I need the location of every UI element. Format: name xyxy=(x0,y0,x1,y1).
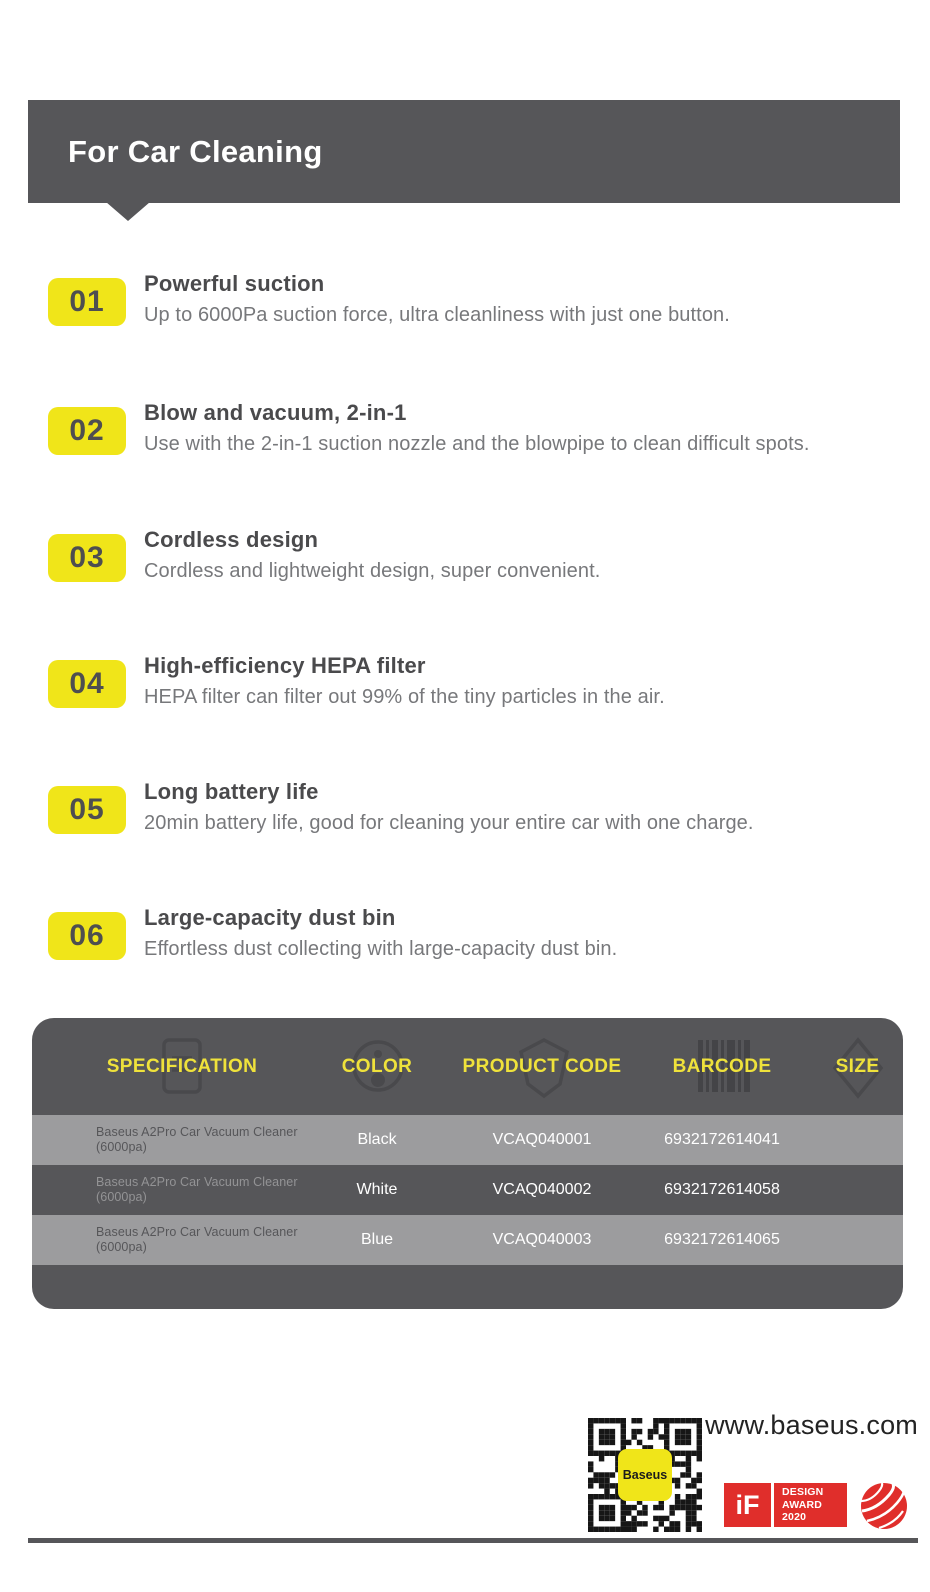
feature-number-badge: 01 xyxy=(48,278,126,326)
feature-item-4 xyxy=(48,653,665,709)
col-header-specification: SPECIFICATION xyxy=(106,1055,258,1077)
cell-product-code: VCAQ040003 xyxy=(492,1231,592,1248)
cell-color: Blue xyxy=(360,1231,394,1248)
page-title: For Car Cleaning xyxy=(68,133,323,169)
section-banner xyxy=(28,100,900,203)
reddot-award-icon xyxy=(859,1481,909,1531)
table-row xyxy=(32,1115,903,1165)
cell-specification: Baseus A2Pro Car Vacuum Cleaner (6000pa) xyxy=(96,1175,298,1204)
banner-pointer-triangle xyxy=(106,202,150,221)
feature-number-badge: 05 xyxy=(48,786,126,834)
website-url: www.baseus.com xyxy=(705,1410,918,1440)
spec-table xyxy=(32,1018,903,1309)
feature-item-5 xyxy=(48,779,754,835)
cell-product-code: VCAQ040001 xyxy=(492,1131,592,1148)
col-header-size: SIZE xyxy=(835,1055,880,1077)
bottom-divider xyxy=(28,1538,918,1543)
feature-title: High-efficiency HEPA filter xyxy=(144,653,426,678)
if-design-award-label: DESIGN AWARD 2020 xyxy=(774,1483,847,1527)
feature-title: Long battery life xyxy=(144,779,319,804)
cell-barcode: 6932172614058 xyxy=(664,1181,780,1198)
cell-specification: Baseus A2Pro Car Vacuum Cleaner (6000pa) xyxy=(96,1225,298,1254)
feature-title: Large-capacity dust bin xyxy=(144,905,396,930)
feature-item-1 xyxy=(48,271,730,327)
cell-specification: Baseus A2Pro Car Vacuum Cleaner (6000pa) xyxy=(96,1125,298,1154)
col-header-product-code: PRODUCT CODE xyxy=(462,1055,622,1077)
spec-table-header xyxy=(32,1018,903,1115)
col-header-color: COLOR xyxy=(341,1055,413,1077)
cell-color: Black xyxy=(357,1131,397,1148)
feature-number-badge: 02 xyxy=(48,407,126,455)
feature-number-badge: 06 xyxy=(48,912,126,960)
col-header-barcode: BARCODE xyxy=(672,1055,772,1077)
feature-description: Effortless dust collecting with large-capacity dust bin. xyxy=(144,938,618,960)
feature-description: Cordless and lightweight design, super convenient. xyxy=(144,560,601,582)
feature-item-6 xyxy=(48,905,618,961)
feature-description: HEPA filter can filter out 99% of the tiny particles in the air. xyxy=(144,686,665,708)
cell-color: White xyxy=(356,1181,398,1198)
cell-barcode: 6932172614065 xyxy=(664,1231,780,1248)
award-logos xyxy=(724,1483,909,1531)
feature-number-badge: 04 xyxy=(48,660,126,708)
if-logo-icon: iF xyxy=(724,1483,771,1527)
feature-description: Up to 6000Pa suction force, ultra cleanliness with just one button. xyxy=(144,304,730,326)
cell-barcode: 6932172614041 xyxy=(664,1131,780,1148)
feature-number-badge: 03 xyxy=(48,534,126,582)
feature-description: 20min battery life, good for cleaning your entire car with one charge. xyxy=(144,812,754,834)
cell-product-code: VCAQ040002 xyxy=(492,1181,592,1198)
table-row xyxy=(32,1215,903,1265)
feature-title: Blow and vacuum, 2-in-1 xyxy=(144,400,407,425)
qr-code xyxy=(587,1418,703,1532)
feature-item-3 xyxy=(48,527,601,583)
feature-description: Use with the 2-in-1 suction nozzle and the blowpipe to clean difficult spots. xyxy=(144,433,810,455)
feature-title: Powerful suction xyxy=(144,271,325,296)
table-row xyxy=(32,1165,903,1215)
feature-item-2 xyxy=(48,400,810,456)
feature-title: Cordless design xyxy=(144,527,319,552)
baseus-logo-badge: Baseus xyxy=(618,1449,672,1501)
